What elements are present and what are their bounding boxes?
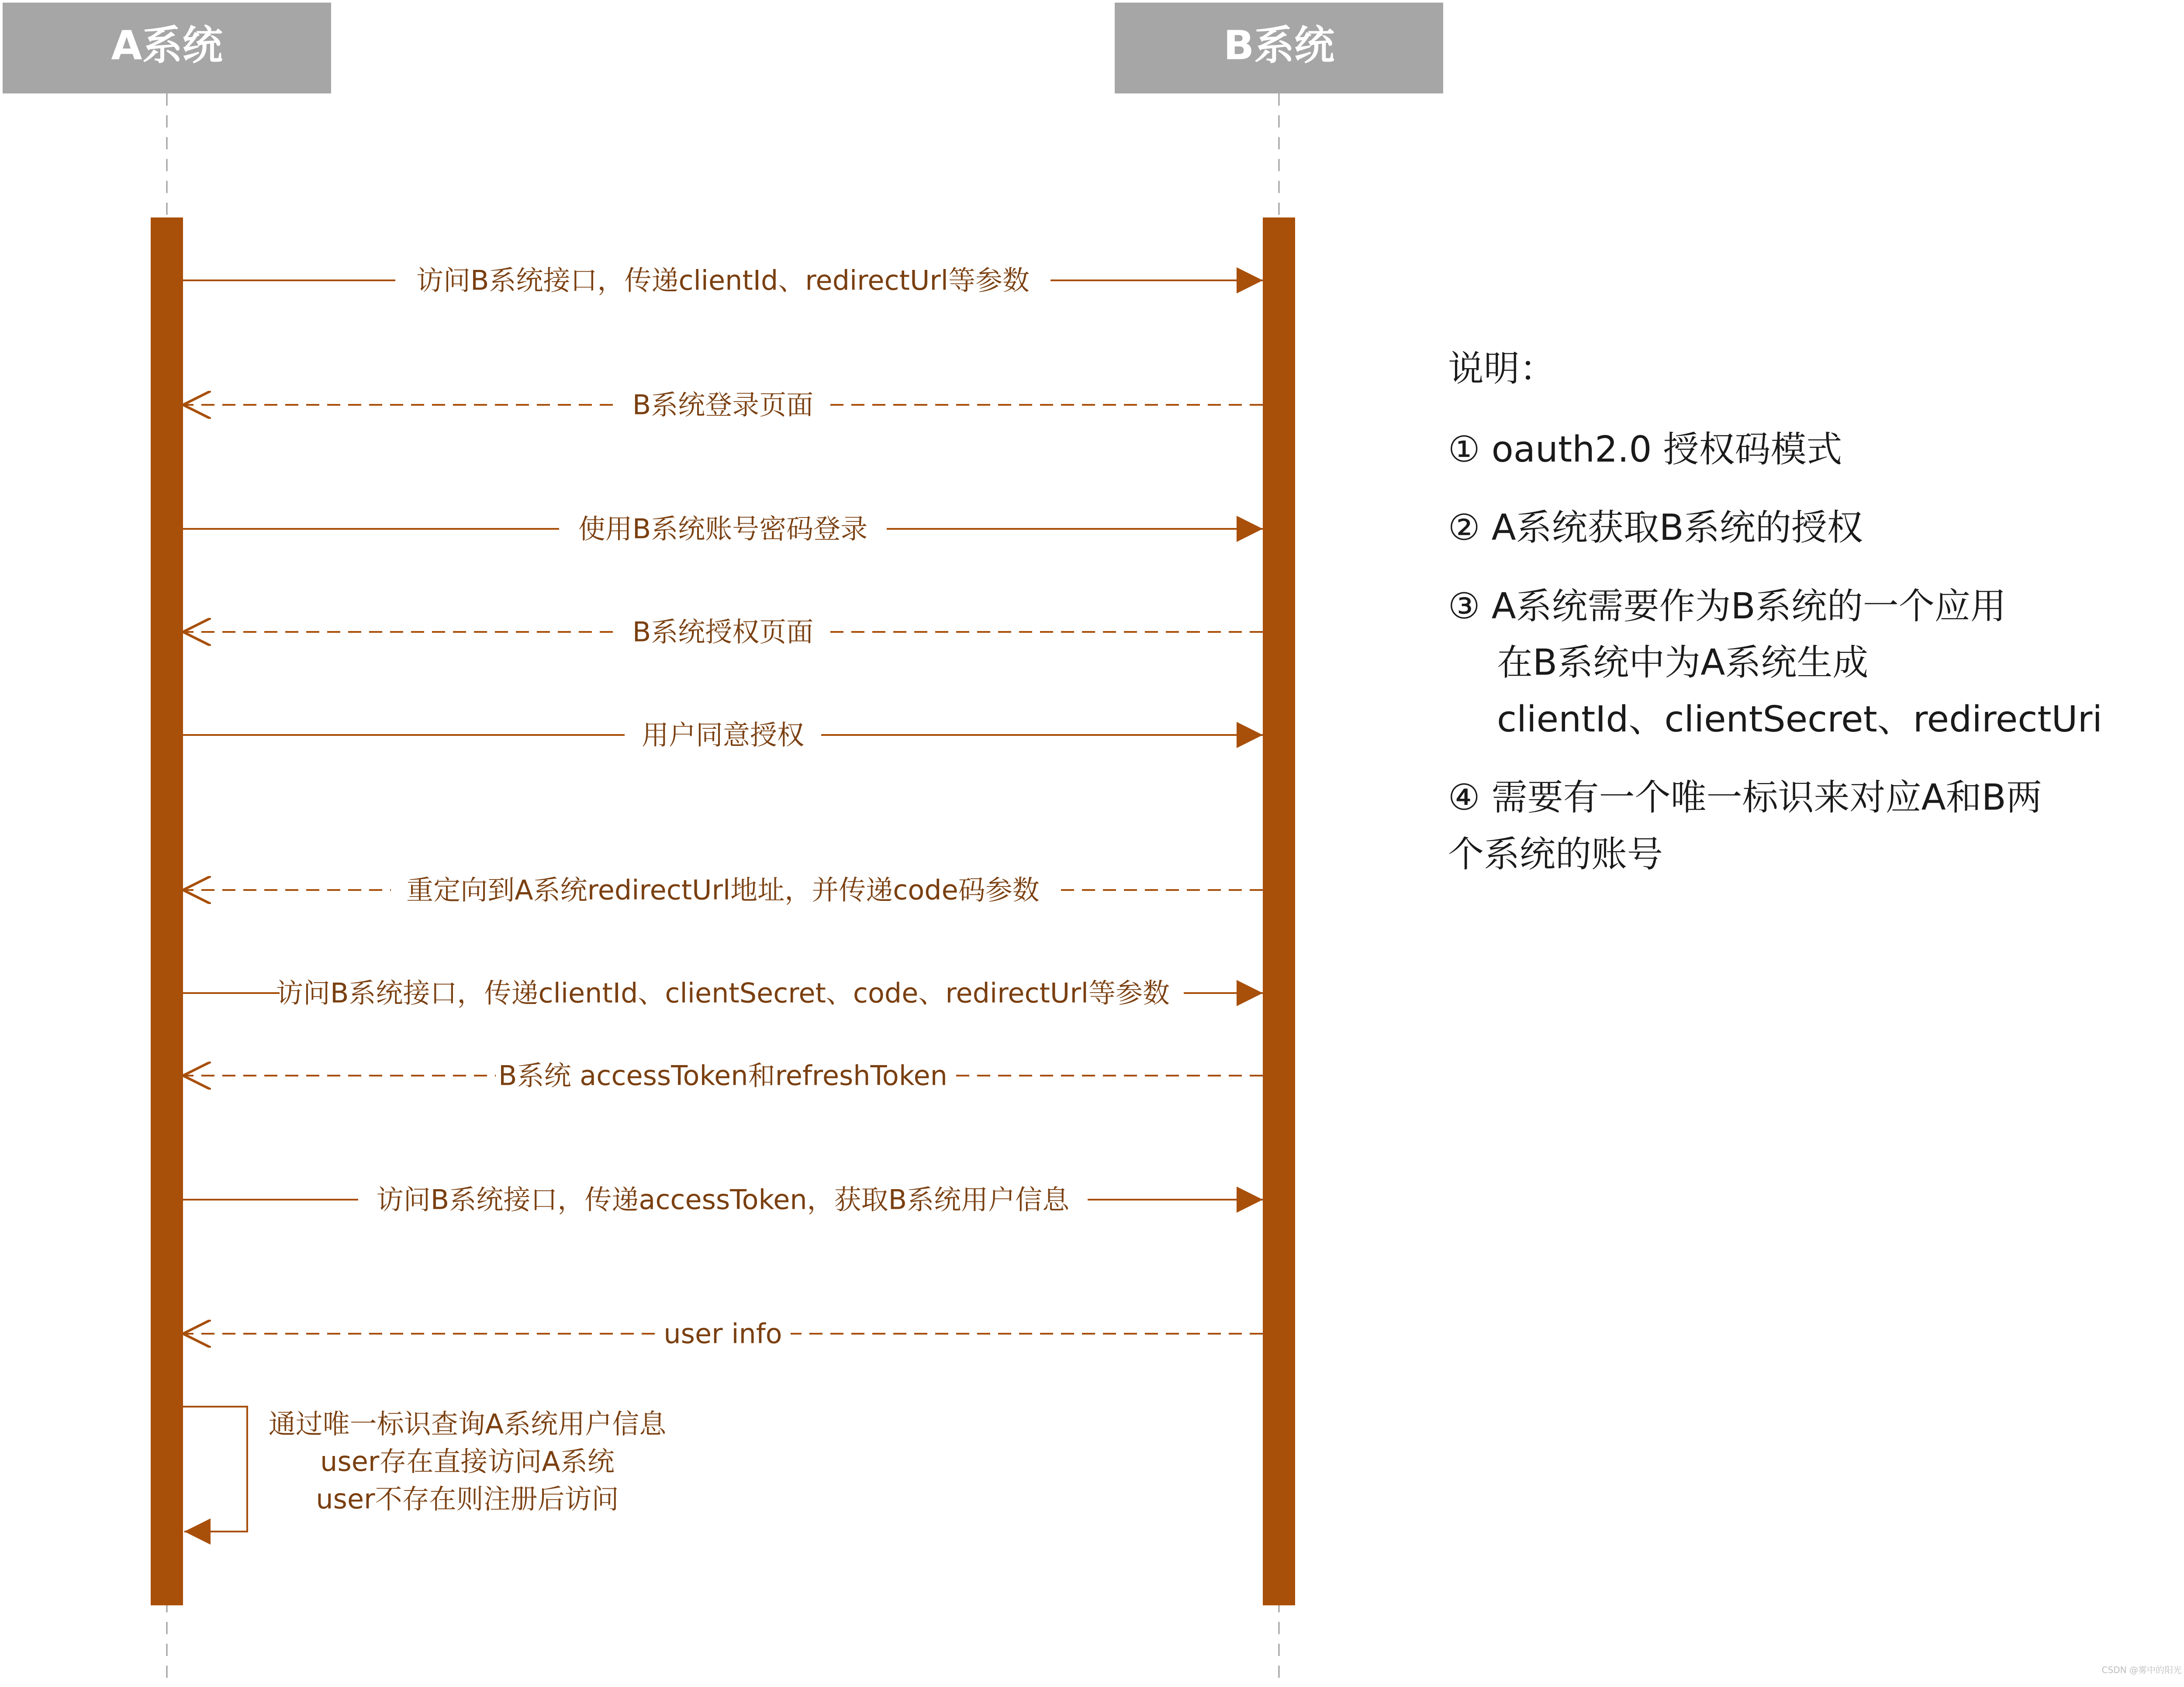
note-item-4-line-1: ④ 需要有一个唯一标识来对应A和B两 [1448, 777, 2042, 819]
note-item-4 [1448, 769, 2182, 883]
message-arrow [183, 1054, 1263, 1097]
note-item-1: ① oauth2.0 授权码模式 [1448, 428, 1842, 470]
message-label: B系统 accessToken和refreshToken [498, 1059, 947, 1092]
message-label: 使用B系统账号密码登录 [578, 513, 868, 545]
self-message-line: user存在直接访问A系统 [320, 1446, 615, 1477]
note-item-3-line-3: clientId、clientSecret、redirectUri [1497, 698, 2103, 740]
notes-panel [1448, 341, 2182, 904]
message-arrow [183, 610, 1263, 654]
participant-a-header [3, 3, 331, 93]
note-item-3-line-1: ③ A系统需要作为B系统的一个应用 [1448, 585, 2006, 627]
message-label: 访问B系统接口，传递clientId、clientSecret、code、redirectUrl等参数 [276, 977, 1170, 1009]
note-item-3 [1448, 578, 2182, 748]
message-label: 访问B系统接口，传递clientId、redirectUrl等参数 [416, 264, 1030, 297]
message-arrow [183, 259, 1263, 302]
activation-bar-a [151, 217, 183, 1605]
notes-title: 说明： [1448, 348, 1556, 390]
message-arrow [183, 1178, 1263, 1221]
self-message-arrow [183, 1407, 667, 1532]
message-arrow [183, 507, 1263, 551]
message-arrow [183, 868, 1263, 912]
message-arrow [183, 713, 1263, 757]
participant-b-header [1115, 3, 1443, 93]
note-item-2: ② A系统获取B系统的授权 [1448, 507, 1863, 549]
activation-bar-b [1263, 217, 1295, 1605]
message-arrow [183, 1312, 1263, 1356]
message-label: B系统登录页面 [632, 389, 814, 421]
message-arrow [183, 971, 1263, 1015]
self-message-line: 通过唯一标识查询A系统用户信息 [268, 1408, 667, 1440]
note-item-4-line-2: 个系统的账号 [1448, 833, 1663, 875]
message-arrow [183, 383, 1263, 427]
message-label: 重定向到A系统redirectUrl地址，并传递code码参数 [406, 874, 1040, 906]
self-message-line: user不存在则注册后访问 [316, 1483, 619, 1515]
participant-b-label: B系统 [1223, 22, 1335, 69]
message-label: B系统授权页面 [632, 616, 814, 648]
message-label: user info [663, 1318, 782, 1350]
note-item-3-line-2: 在B系统中为A系统生成 [1497, 642, 1869, 684]
message-label: 用户同意授权 [641, 719, 805, 751]
participant-a-label: A系统 [111, 22, 223, 69]
watermark-footer: CSDN @雾中的阳光 [2101, 1665, 2182, 1675]
message-label: 访问B系统接口，传递accessToken，获取B系统用户信息 [376, 1183, 1070, 1216]
